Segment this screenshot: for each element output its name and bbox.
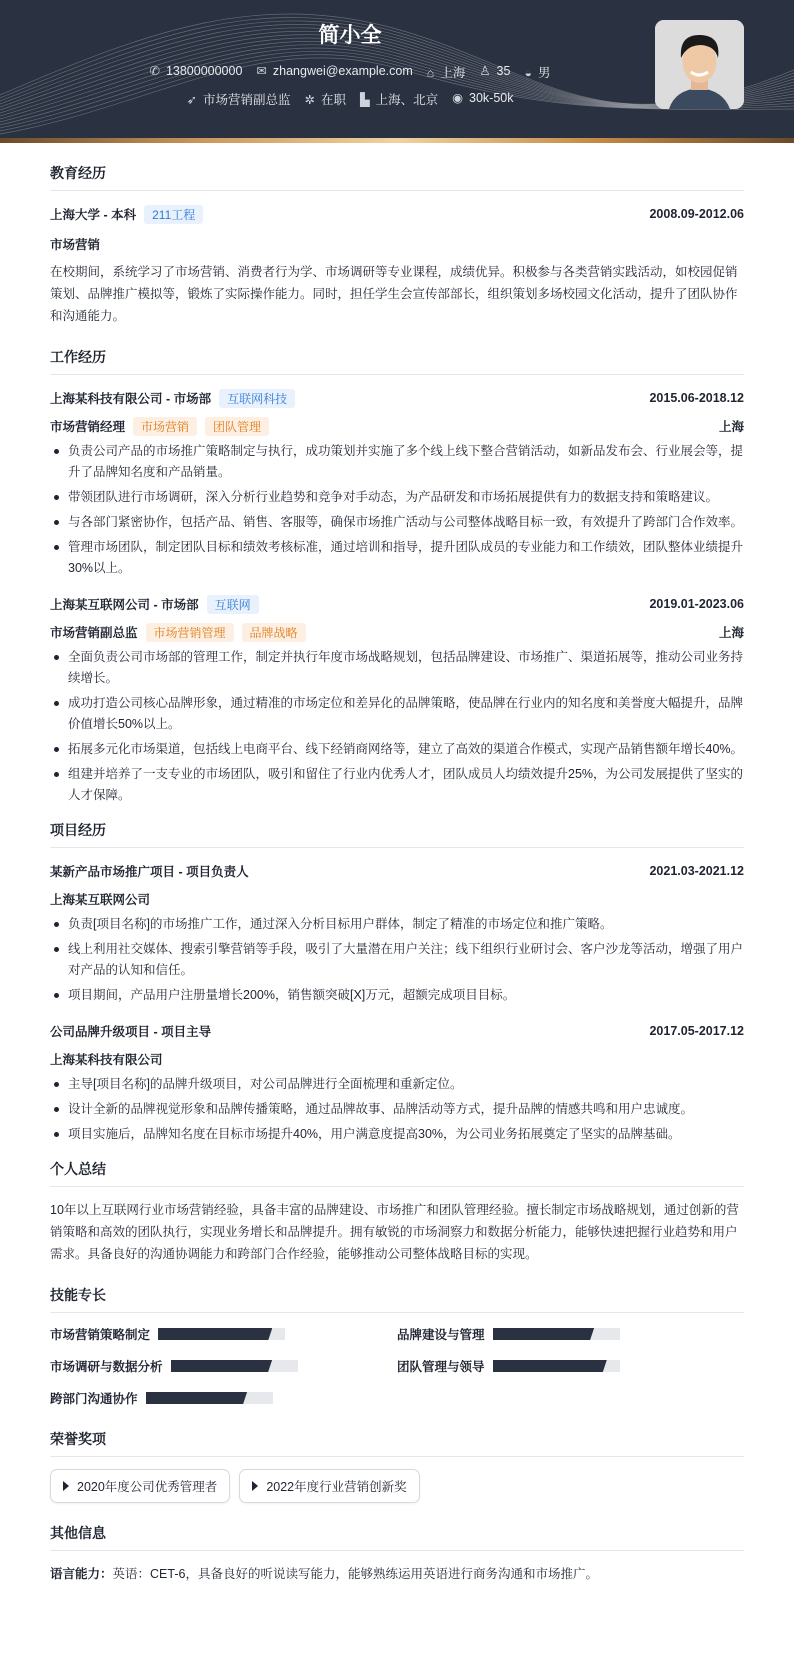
work-date: 2015.06-2018.12 (649, 391, 744, 405)
bullet-list (50, 914, 744, 1006)
work-section (50, 347, 744, 806)
work-header (50, 593, 744, 615)
skill-bar (158, 1328, 285, 1340)
list-item: 项目实施后，品牌知名度在目标市场提升40%，用户满意度提高30%，为公司业务拓展奠定了坚实的品牌基础。 (50, 1124, 744, 1145)
avatar (655, 20, 744, 109)
resume-header (0, 0, 794, 143)
skill-item (397, 1325, 744, 1343)
work-location: 上海 (718, 420, 744, 434)
education-section (50, 163, 744, 327)
industry-tag: 互联网 (207, 595, 259, 614)
school-tag: 211工程 (144, 205, 203, 224)
project-company: 上海某科技有限公司 (50, 1053, 163, 1067)
project-item (50, 1020, 744, 1145)
job-intent-row (0, 90, 700, 108)
section-title: 个人总结 (50, 1159, 744, 1187)
contact-row (0, 63, 700, 81)
skill-bar-fill (158, 1328, 272, 1340)
project-date: 2017.05-2017.12 (649, 1024, 744, 1038)
section-title: 技能专长 (50, 1285, 744, 1313)
skill-name: 品牌建设与管理 (397, 1328, 485, 1342)
list-item: 与各部门紧密协作，包括产品、销售、客服等，确保市场推广活动与公司整体战略目标一致，有效提升了跨部门合作效率。 (50, 512, 744, 533)
project-date: 2021.03-2021.12 (649, 864, 744, 878)
bullet-list (50, 441, 744, 579)
candidate-name: 简小全 (318, 24, 382, 47)
section-title: 项目经历 (50, 820, 744, 848)
project-company: 上海某互联网公司 (50, 893, 151, 907)
send-icon: ➶ (186, 93, 197, 107)
section-title: 其他信息 (50, 1523, 744, 1551)
work-header (50, 387, 744, 409)
role-row (50, 415, 744, 437)
major: 市场营销 (50, 238, 101, 252)
summary-text: 10年以上互联网行业市场营销经验，具备丰富的品牌建设、市场推广和团队管理经验。擅长制定市场战略规划，通过创新的营销策略和高效的团队执行，实现业务增长和品牌提升。拥有敏锐的市场洞察力和数据分析能力，能够快速把握行业趋势和用户需求。具备良好的沟通协调能力和跨部门合作经验，能够推动公司整体战略目标的实现。 (50, 1203, 739, 1261)
role: 市场营销副总监 (50, 625, 138, 640)
age: 35 (496, 64, 511, 78)
list-item: 负责公司产品的市场推广策略制定与执行，成功策划并实施了多个线上线下整合营销活动，如新品发布会、行业展会等，提升了品牌知名度和产品销量。 (50, 441, 744, 483)
school: 上海大学 - 本科 (50, 207, 137, 222)
list-item: 负责[项目名称]的市场推广工作，通过深入分析目标用户群体，制定了精准的市场定位和推广策略。 (50, 914, 744, 935)
skill-item (50, 1389, 397, 1407)
edu-date: 2008.09-2012.06 (649, 207, 744, 221)
bullet-list (50, 647, 744, 806)
section-title: 工作经历 (50, 347, 744, 375)
skill-bar (493, 1328, 620, 1340)
list-item: 组建并培养了一支专业的市场团队，吸引和留住了行业内优秀人才，团队成员人均绩效提升25%，为公司发展提供了坚实的人才保障。 (50, 764, 744, 806)
skill-bar-fill (171, 1360, 273, 1372)
list-item: 设计全新的品牌视觉形象和品牌传播策略，通过品牌故事、品牌活动等方式，提升品牌的情感共鸣和用户忠诚度。 (50, 1099, 744, 1120)
skill-tag: 市场营销 (133, 417, 197, 436)
skill-tag: 市场营销管理 (146, 623, 234, 642)
project-section (50, 820, 744, 1145)
gold-divider (0, 138, 794, 143)
email-icon: ✉ (256, 64, 267, 78)
skill-name: 市场营销策略制定 (50, 1328, 151, 1342)
award-name: 2020年度公司优秀管理者 (77, 1480, 218, 1494)
skill-bar (493, 1360, 620, 1372)
language-label: 语言能力： (50, 1567, 113, 1581)
target-cities: 上海、北京 (375, 93, 439, 107)
status-icon: ✲ (304, 93, 315, 107)
skill-item (50, 1325, 397, 1343)
award-badge (239, 1469, 419, 1503)
skill-bar-fill (146, 1392, 248, 1404)
company: 上海某互联网公司 - 市场部 (50, 597, 199, 612)
project-header (50, 1020, 744, 1042)
triangle-icon (63, 1481, 69, 1491)
project-header (50, 860, 744, 882)
role: 市场营销经理 (50, 419, 126, 434)
age-icon: ♙ (479, 64, 491, 78)
bullet-list (50, 1074, 744, 1145)
company: 上海某科技有限公司 - 市场部 (50, 391, 212, 406)
language-text: 英语：CET-6，具备良好的听说读写能力，能够熟练运用英语进行商务沟通和市场推广。 (112, 1567, 598, 1581)
status: 在职 (320, 93, 346, 107)
position: 市场营销副总监 (202, 93, 291, 107)
building-icon: ▙ (359, 93, 370, 107)
skill-name: 团队管理与领导 (397, 1360, 485, 1374)
edu-desc: 在校期间，系统学习了市场营销、消费者行为学、市场调研等专业课程，成绩优异。积极参与各类营销实践活动，如校园促销策划、品牌推广模拟等，锻炼了实际操作能力。同时，担任学生会宣传部部长，组织策划多场校园文化活动，提升了团队协作和沟通能力。 (50, 265, 738, 323)
list-item: 拓展多元化市场渠道，包括线上电商平台、线下经销商网络等，建立了高效的渠道合作模式，实现产品销售额年增长40%。 (50, 739, 744, 760)
skill-bar (171, 1360, 298, 1372)
section-title: 荣誉奖项 (50, 1429, 744, 1457)
work-item (50, 593, 744, 806)
city: 上海 (440, 66, 466, 80)
skill-name: 跨部门沟通协作 (50, 1392, 138, 1406)
skill-tag: 品牌战略 (242, 623, 306, 642)
work-location: 上海 (718, 626, 744, 640)
summary-section (50, 1159, 744, 1265)
awards-section (50, 1429, 744, 1503)
list-item: 管理市场团队，制定团队目标和绩效考核标准，通过培训和指导，提升团队成员的专业能力和工作绩效，团队整体业绩提升30%以上。 (50, 537, 744, 579)
skill-name: 市场调研与数据分析 (50, 1360, 163, 1374)
list-item: 成功打造公司核心品牌形象，通过精准的市场定位和差异化的品牌策略，使品牌在行业内的知名度和美誉度大幅提升，品牌价值增长50%以上。 (50, 693, 744, 735)
skill-item (50, 1357, 397, 1375)
project-name: 某新产品市场推广项目 - 项目负责人 (50, 865, 249, 879)
work-date: 2019.01-2023.06 (649, 597, 744, 611)
home-icon: ⌂ (426, 66, 435, 80)
list-item: 项目期间，产品用户注册量增长200%，销售额突破[X]万元，超额完成项目目标。 (50, 985, 744, 1006)
skill-item (397, 1357, 744, 1375)
skill-bar (146, 1392, 273, 1404)
salary-icon: ◉ (452, 91, 464, 105)
work-item (50, 387, 744, 579)
skill-bar-fill (493, 1328, 595, 1340)
section-title: 教育经历 (50, 163, 744, 191)
salary: 30k-50k (469, 91, 514, 105)
list-item: 主导[项目名称]的品牌升级项目，对公司品牌进行全面梳理和重新定位。 (50, 1074, 744, 1095)
award-name: 2022年度行业营销创新奖 (266, 1480, 407, 1494)
gender: 男 (538, 66, 551, 80)
project-name: 公司品牌升级项目 - 项目主导 (50, 1025, 212, 1039)
role-row (50, 621, 744, 643)
skill-tag: 团队管理 (205, 417, 269, 436)
gender-icon: ◒ (524, 66, 533, 80)
project-item (50, 860, 744, 1006)
phone: 13800000000 (165, 64, 243, 78)
list-item: 全面负责公司市场部的管理工作，制定并执行年度市场战略规划，包括品牌建设、市场推广、渠道拓展等，推动公司业务持续增长。 (50, 647, 744, 689)
industry-tag: 互联网科技 (219, 389, 295, 408)
phone-icon: ✆ (149, 64, 160, 78)
award-badge (50, 1469, 230, 1503)
skills-section (50, 1285, 744, 1407)
triangle-icon (252, 1481, 258, 1491)
list-item: 线上利用社交媒体、搜索引擎营销等手段，吸引了大量潜在用户关注；线下组织行业研讨会、客户沙龙等活动，增强了用户对产品的认知和信任。 (50, 939, 744, 981)
email: zhangwei@example.com (272, 64, 413, 78)
list-item: 带领团队进行市场调研，深入分析行业趋势和竞争对手动态，为产品研发和市场拓展提供有力的数据支持和策略建议。 (50, 487, 744, 508)
other-section (50, 1523, 744, 1585)
skill-bar-fill (493, 1360, 607, 1372)
